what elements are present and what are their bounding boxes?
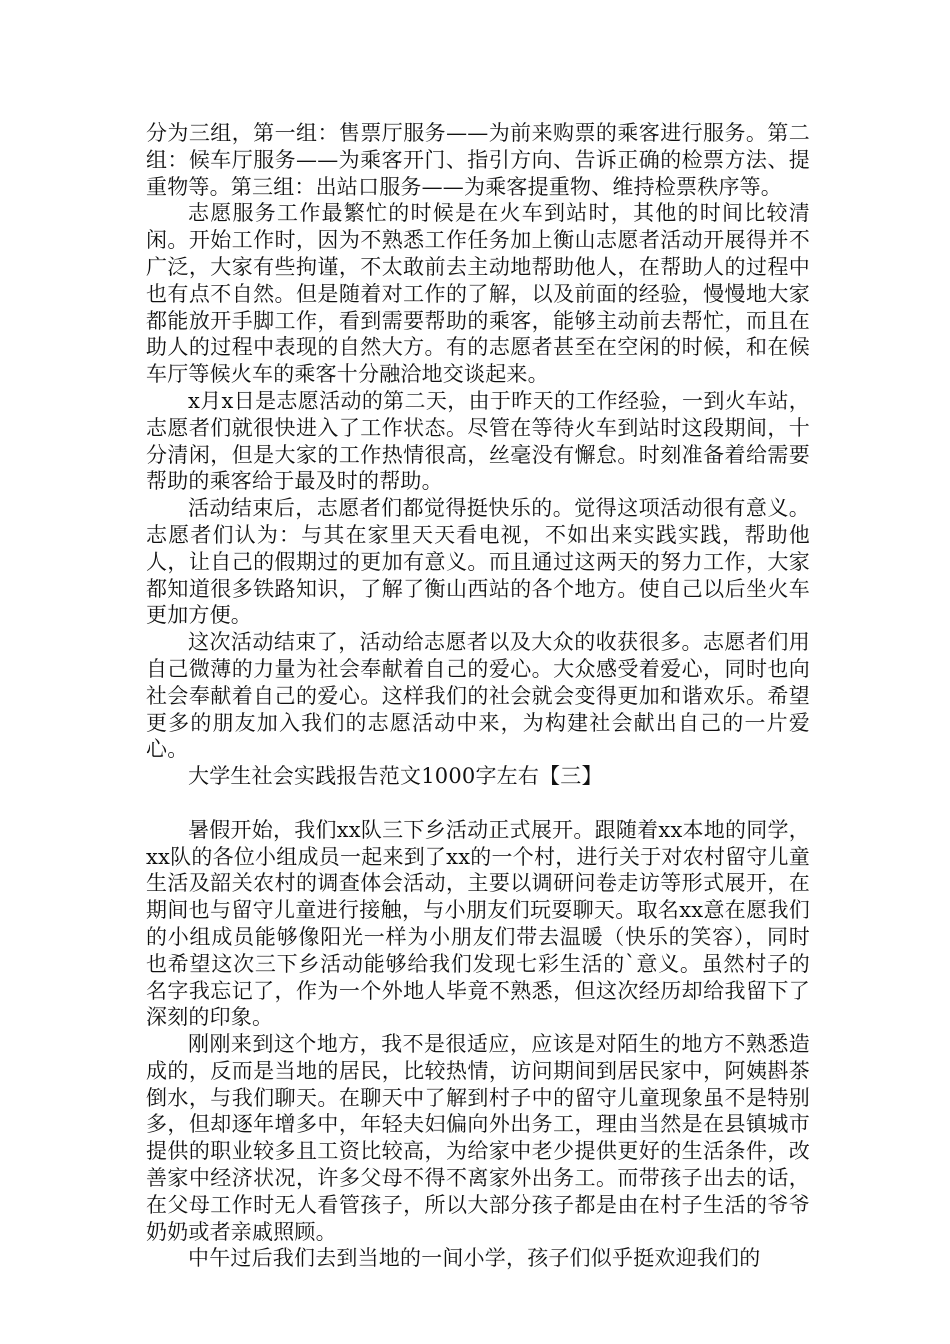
paragraph-arrival: 刚刚来到这个地方，我不是很适应，应该是对陌生的地方不熟悉造成的，反而是当地的居民，比较热情，访问期间到居民家中，阿姨斟茶倒水，与我们聊天。在聊天中了解到村子中的留守儿童现象虽不是特别多，但却逐年增多中，年轻夫妇偏向外出务工，理由当然是在县镇城市提供的职业较多且工资比较高，为给家中老少提供更好的生活条件，改善家中经济状况，许多父母不得不离家外出务工。而带孩子出去的话，在父母工作时无人看管孩子，所以大部分孩子都是由在村子生活的爷爷奶奶或者亲戚照顾。: [146, 1032, 810, 1244]
paragraph-after-activity: 活动结束后，志愿者们都觉得挺快乐的。觉得这项活动很有意义。志愿者们认为：与其在家里天天看电视，不如出来实践实践，帮助他人，让自己的假期过的更加有意义。而且通过这两天的努力工作，大家都知道很多铁路知识，了解了衡山西站的各个地方。使自己以后坐火车更加方便。: [146, 496, 810, 628]
blank-line: [146, 790, 810, 817]
paragraph-service-groups: 分为三组，第一组：售票厅服务——为前来购票的乘客进行服务。第二组：候车厅服务——为乘客开门、指引方向、告诉正确的检票方法、提重物等。第三组：出站口服务——为乘客提重物、维持检票秩序等。: [146, 121, 810, 199]
paragraph-conclusion: 这次活动结束了，活动给志愿者以及大众的收获很多。志愿者们用自己微薄的力量为社会奉献着自己的爱心。大众感受着爱心，同时也向社会奉献着自己的爱心。这样我们的社会就会变得更加和谐欢乐。希望更多的朋友加入我们的志愿活动中来，为构建社会献出自己的一片爱心。: [146, 630, 810, 762]
paragraph-second-day: x月x日是志愿活动的第二天，由于昨天的工作经验，一到火车站，志愿者们就很快进入了工作状态。尽管在等待火车到站时这段期间，十分清闲，但是大家的工作热情很高，丝毫没有懈怠。时刻准备着给需要帮助的乘客给于最及时的帮助。: [146, 388, 810, 494]
document-page: [146, 120, 810, 1272]
section-heading: 大学生社会实践报告范文1000字左右【三】: [188, 764, 603, 789]
paragraph-school-visit: 中午过后我们去到当地的一间小学，孩子们似乎挺欢迎我们的: [188, 1246, 761, 1271]
paragraph-busy-times: 志愿服务工作最繁忙的时候是在火车到站时，其他的时间比较清闲。开始工作时，因为不熟悉工作任务加上衡山志愿者活动开展得并不广泛，大家有些拘谨，不太敢前去主动地帮助他人，在帮助人的过程中也有点不自然。但是随着对工作的了解，以及前面的经验，慢慢地大家都能放开手脚工作，看到需要帮助的乘客，能够主动前去帮忙，而且在助人的过程中表现的自然大方。有的志愿者甚至在空闲的时候，和在候车厅等候火车的乘客十分融洽地交谈起来。: [146, 201, 810, 387]
paragraph-summer-start: 暑假开始，我们xx队三下乡活动正式展开。跟随着xx本地的同学，xx队的各位小组成员一起来到了xx的一个村，进行关于对农村留守儿童生活及韶关农村的调查体会活动，主要以调研问卷走访等形式展开，在期间也与留守儿童进行接触，与小朋友们玩耍聊天。取名xx意在愿我们的小组成员能够像阳光一样为小朋友们带去温暖（快乐的笑容），同时也希望这次三下乡活动能够给我们发现七彩生活的`意义。虽然村子的名字我忘记了，作为一个外地人毕竟不熟悉，但这次经历却给我留下了深刻的印象。: [146, 817, 810, 1030]
